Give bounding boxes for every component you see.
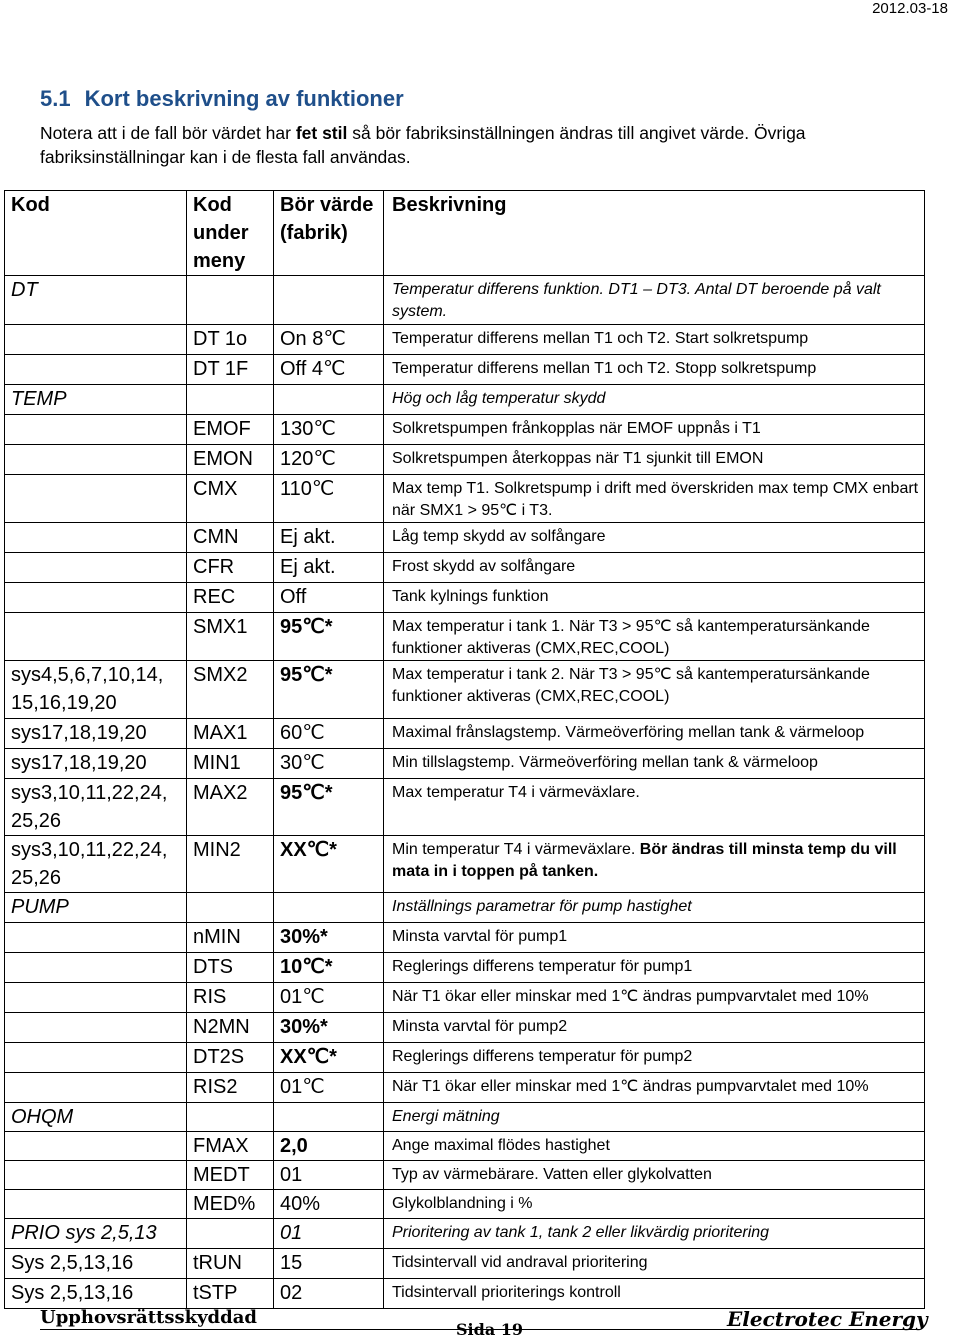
cell-val: Off xyxy=(274,583,384,613)
cell-kod xyxy=(5,953,187,983)
table-row xyxy=(5,1190,925,1219)
cell-kod: PRIO sys 2,5,13 xyxy=(5,1219,187,1249)
cell-sub: CFR xyxy=(187,553,274,583)
cell-sub: SMX1 xyxy=(187,613,274,661)
cell-desc: Reglerings differens temperatur för pump2 xyxy=(384,1043,925,1073)
table-row xyxy=(5,1161,925,1190)
cell-kod: sys17,18,19,20 xyxy=(5,749,187,779)
cell-val: 40% xyxy=(274,1190,384,1219)
cell-kod xyxy=(5,1190,187,1219)
cell-sub: tSTP xyxy=(187,1279,274,1309)
table-row xyxy=(5,779,925,836)
cell-val: 110℃ xyxy=(274,475,384,523)
cell-val: On 8℃ xyxy=(274,325,384,355)
cell-val: 02 xyxy=(274,1279,384,1309)
cell-desc: Temperatur differens mellan T1 och T2. Stopp solkretspump xyxy=(384,355,925,385)
cell-sub: N2MN xyxy=(187,1013,274,1043)
cell-kod xyxy=(5,445,187,475)
cell-desc: Solkretspumpen frånkopplas när EMOF uppnås i T1 xyxy=(384,415,925,445)
cell-kod xyxy=(5,475,187,523)
table-row xyxy=(5,953,925,983)
page-date: 2012.03-18 xyxy=(872,0,948,17)
table-row xyxy=(5,385,925,415)
cell-desc: Frost skydd av solfångare xyxy=(384,553,925,583)
cell-desc: Låg temp skydd av solfångare xyxy=(384,523,925,553)
cell-desc: När T1 ökar eller minskar med 1℃ ändras pumpvarvtalet med 10% xyxy=(384,1073,925,1103)
cell-kod: sys3,10,11,22,24, 25,26 xyxy=(5,836,187,893)
cell-desc: Max temp T1. Solkretspump i drift med överskriden max temp CMX enbart när SMX1 > 95℃ i T3. xyxy=(384,475,925,523)
header-bor-varde: Bör värde (fabrik) xyxy=(274,191,384,276)
cell-desc: Reglerings differens temperatur för pump1 xyxy=(384,953,925,983)
cell-val: 01℃ xyxy=(274,1073,384,1103)
cell-sub: SMX2 xyxy=(187,661,274,719)
cell-val: Ej akt. xyxy=(274,553,384,583)
cell-sub: DT 1F xyxy=(187,355,274,385)
cell-desc: Typ av värmebärare. Vatten eller glykolvatten xyxy=(384,1161,925,1190)
table-row xyxy=(5,583,925,613)
cell-sub: MAX2 xyxy=(187,779,274,836)
cell-val: 15 xyxy=(274,1249,384,1279)
table-row xyxy=(5,749,925,779)
cell-desc: Solkretspumpen återkoppas när T1 sjunkit till EMON xyxy=(384,445,925,475)
cell-kod xyxy=(5,553,187,583)
table-row xyxy=(5,1013,925,1043)
cell-val xyxy=(274,276,384,325)
cell-desc: Minsta varvtal för pump1 xyxy=(384,923,925,953)
table-row xyxy=(5,553,925,583)
table-row xyxy=(5,475,925,523)
cell-desc: Ange maximal flödes hastighet xyxy=(384,1132,925,1161)
cell-desc xyxy=(384,836,925,893)
cell-val: 95℃* xyxy=(274,779,384,836)
cell-kod: OHQM xyxy=(5,1103,187,1132)
section-heading xyxy=(40,86,418,112)
cell-sub: nMIN xyxy=(187,923,274,953)
table-row xyxy=(5,523,925,553)
cell-val: XX℃* xyxy=(274,836,384,893)
cell-kod: TEMP xyxy=(5,385,187,415)
table-row xyxy=(5,983,925,1013)
cell-val: 01 xyxy=(274,1219,384,1249)
table-row xyxy=(5,893,925,923)
note-text-end: så bör fabriksinställningen ändras till angivet värde. Övriga fabriksinställningar kan i de flesta fall användas. xyxy=(40,123,806,167)
cell-kod xyxy=(5,325,187,355)
cell-kod xyxy=(5,923,187,953)
footer-copyright: Upphovsrättsskyddad xyxy=(40,1307,257,1328)
cell-desc: Maximal frånslagstemp. Värmeöverföring mellan tank & värmeloop xyxy=(384,719,925,749)
cell-desc: Energi mätning xyxy=(384,1103,925,1132)
cell-val xyxy=(274,1103,384,1132)
table-row xyxy=(5,415,925,445)
cell-val: 30%* xyxy=(274,923,384,953)
table-row xyxy=(5,325,925,355)
cell-val: 2,0 xyxy=(274,1132,384,1161)
cell-desc: Tidsintervall prioriterings kontroll xyxy=(384,1279,925,1309)
cell-sub: MIN2 xyxy=(187,836,274,893)
cell-sub: RIS2 xyxy=(187,1073,274,1103)
section-note xyxy=(40,121,940,169)
cell-desc: Tank kylnings funktion xyxy=(384,583,925,613)
cell-sub xyxy=(187,385,274,415)
cell-val: Off 4℃ xyxy=(274,355,384,385)
table-row xyxy=(5,445,925,475)
cell-kod xyxy=(5,1013,187,1043)
cell-desc: Minsta varvtal för pump2 xyxy=(384,1013,925,1043)
cell-kod: Sys 2,5,13,16 xyxy=(5,1279,187,1309)
footer-company: Electrotec Energy xyxy=(727,1307,928,1331)
cell-val: 130℃ xyxy=(274,415,384,445)
cell-sub: CMX xyxy=(187,475,274,523)
section-number: 5.1 xyxy=(40,86,71,111)
cell-sub xyxy=(187,893,274,923)
table-row xyxy=(5,355,925,385)
table-row xyxy=(5,836,925,893)
cell-kod xyxy=(5,355,187,385)
cell-sub: RIS xyxy=(187,983,274,1013)
cell-kod xyxy=(5,523,187,553)
table-row xyxy=(5,276,925,325)
cell-sub: CMN xyxy=(187,523,274,553)
cell-sub: DTS xyxy=(187,953,274,983)
table-row xyxy=(5,1249,925,1279)
cell-val xyxy=(274,385,384,415)
cell-kod xyxy=(5,983,187,1013)
table-row xyxy=(5,719,925,749)
cell-desc: Inställnings parametrar för pump hastighet xyxy=(384,893,925,923)
cell-val: 30%* xyxy=(274,1013,384,1043)
cell-sub: DT2S xyxy=(187,1043,274,1073)
cell-sub xyxy=(187,276,274,325)
cell-sub: REC xyxy=(187,583,274,613)
table-header-row xyxy=(5,191,925,276)
cell-kod: DT xyxy=(5,276,187,325)
cell-kod xyxy=(5,1132,187,1161)
cell-kod: Sys 2,5,13,16 xyxy=(5,1249,187,1279)
cell-sub: EMOF xyxy=(187,415,274,445)
cell-kod xyxy=(5,1043,187,1073)
cell-desc: Max temperatur i tank 2. När T3 > 95℃ så kantemperatursänkande funktioner aktiveras (CMX,REC,COOL) xyxy=(384,661,925,719)
cell-val: Ej akt. xyxy=(274,523,384,553)
cell-kod: sys3,10,11,22,24, 25,26 xyxy=(5,779,187,836)
cell-val: 30℃ xyxy=(274,749,384,779)
table-row xyxy=(5,1073,925,1103)
note-text: Notera att i de fall bör värdet har xyxy=(40,123,296,143)
table-row xyxy=(5,661,925,719)
cell-sub: MEDT xyxy=(187,1161,274,1190)
cell-kod xyxy=(5,583,187,613)
cell-kod: PUMP xyxy=(5,893,187,923)
table-row xyxy=(5,1103,925,1132)
header-kod-under-meny: Kod under meny xyxy=(187,191,274,276)
cell-val: XX℃* xyxy=(274,1043,384,1073)
cell-desc: Min tillslagstemp. Värmeöverföring mellan tank & värmeloop xyxy=(384,749,925,779)
cell-kod xyxy=(5,1161,187,1190)
cell-val xyxy=(274,893,384,923)
table-row xyxy=(5,613,925,661)
header-kod: Kod xyxy=(5,191,187,276)
table-row xyxy=(5,1279,925,1309)
cell-val: 01℃ xyxy=(274,983,384,1013)
cell-kod: sys17,18,19,20 xyxy=(5,719,187,749)
cell-sub: DT 1o xyxy=(187,325,274,355)
cell-sub: MAX1 xyxy=(187,719,274,749)
table-row xyxy=(5,1043,925,1073)
cell-desc: Prioritering av tank 1, tank 2 eller likvärdig prioritering xyxy=(384,1219,925,1249)
note-bold-text: fet stil xyxy=(295,123,348,143)
cell-desc: När T1 ökar eller minskar med 1℃ ändras pumpvarvtalet med 10% xyxy=(384,983,925,1013)
cell-kod xyxy=(5,613,187,661)
cell-kod xyxy=(5,415,187,445)
table-row xyxy=(5,1219,925,1249)
desc-bold-text: Bör ändras till minsta temp du vill mata in i toppen på tanken. xyxy=(392,841,897,880)
cell-sub: tRUN xyxy=(187,1249,274,1279)
cell-sub: MED% xyxy=(187,1190,274,1219)
header-beskrivning: Beskrivning xyxy=(384,191,925,276)
cell-desc: Temperatur differens mellan T1 och T2. Start solkretspump xyxy=(384,325,925,355)
cell-sub: MIN1 xyxy=(187,749,274,779)
cell-sub: FMAX xyxy=(187,1132,274,1161)
section-title: Kort beskrivning av funktioner xyxy=(84,86,404,111)
table-row xyxy=(5,923,925,953)
cell-desc: Max temperatur i tank 1. När T3 > 95℃ så kantemperatursänkande funktioner aktiveras (CMX,REC,COOL) xyxy=(384,613,925,661)
cell-sub: EMON xyxy=(187,445,274,475)
function-table xyxy=(4,190,925,1309)
cell-kod: sys4,5,6,7,10,14, 15,16,19,20 xyxy=(5,661,187,719)
cell-val: 10℃* xyxy=(274,953,384,983)
cell-kod xyxy=(5,1073,187,1103)
table-row xyxy=(5,1132,925,1161)
cell-sub xyxy=(187,1219,274,1249)
cell-val: 01 xyxy=(274,1161,384,1190)
cell-desc: Temperatur differens funktion. DT1 – DT3. Antal DT beroende på valt system. xyxy=(384,276,925,325)
cell-desc: Max temperatur T4 i värmeväxlare. xyxy=(384,779,925,836)
desc-text: Min temperatur T4 i värmeväxlare. xyxy=(392,841,640,858)
cell-val: 95℃* xyxy=(274,661,384,719)
cell-val: 95℃* xyxy=(274,613,384,661)
cell-desc: Hög och låg temperatur skydd xyxy=(384,385,925,415)
cell-val: 120℃ xyxy=(274,445,384,475)
cell-val: 60℃ xyxy=(274,719,384,749)
cell-desc: Glykolblandning i % xyxy=(384,1190,925,1219)
cell-sub xyxy=(187,1103,274,1132)
footer-page-number: Sida 19 xyxy=(456,1320,524,1339)
cell-desc: Tidsintervall vid andraval prioritering xyxy=(384,1249,925,1279)
